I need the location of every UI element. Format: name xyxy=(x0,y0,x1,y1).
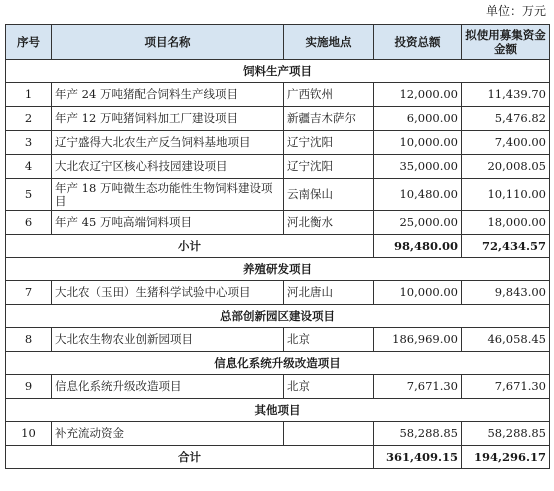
cell-place: 新疆吉木萨尔 xyxy=(284,107,374,131)
grand-total-fund: 194,296.17 xyxy=(462,446,550,469)
cell-name: 辽宁盛得大北农生产反刍饲料基地项目 xyxy=(52,131,284,155)
header-fund: 拟使用募集资金金额 xyxy=(462,25,550,60)
header-place: 实施地点 xyxy=(284,25,374,60)
section-header: 信息化系统升级改造项目 xyxy=(6,352,550,375)
section-header: 养殖研发项目 xyxy=(6,258,550,281)
table-row xyxy=(6,211,550,235)
unit-label: 单位：万元 xyxy=(485,4,546,18)
cell-name: 年产 24 万吨猪配合饲料生产线项目 xyxy=(52,83,284,107)
subtotal-row xyxy=(6,235,550,258)
cell-total: 10,480.00 xyxy=(374,179,462,211)
cell-place: 云南保山 xyxy=(284,179,374,211)
cell-no: 9 xyxy=(6,375,52,399)
cell-name: 大北农生物农业创新园项目 xyxy=(52,328,284,352)
cell-fund: 18,000.00 xyxy=(462,211,550,235)
cell-place: 北京 xyxy=(284,375,374,399)
cell-total: 25,000.00 xyxy=(374,211,462,235)
cell-no: 1 xyxy=(6,83,52,107)
grand-total-label: 合计 xyxy=(6,446,374,469)
cell-fund: 58,288.85 xyxy=(462,422,550,446)
header-total: 投资总额 xyxy=(374,25,462,60)
cell-total: 12,000.00 xyxy=(374,83,462,107)
cell-total: 58,288.85 xyxy=(374,422,462,446)
table-row xyxy=(6,281,550,305)
grand-total-row xyxy=(6,446,550,469)
section-header: 其他项目 xyxy=(6,399,550,422)
cell-name: 信息化系统升级改造项目 xyxy=(52,375,284,399)
table-row xyxy=(6,422,550,446)
header-no: 序号 xyxy=(6,25,52,60)
cell-no: 10 xyxy=(6,422,52,446)
cell-name: 大北农（玉田）生猪科学试验中心项目 xyxy=(52,281,284,305)
cell-no: 5 xyxy=(6,179,52,211)
cell-fund: 9,843.00 xyxy=(462,281,550,305)
cell-fund: 10,110.00 xyxy=(462,179,550,211)
grand-total-total: 361,409.15 xyxy=(374,446,462,469)
investment-table xyxy=(5,24,550,469)
section-header: 总部创新园区建设项目 xyxy=(6,305,550,328)
cell-name: 年产 45 万吨高端饲料项目 xyxy=(52,211,284,235)
cell-no: 7 xyxy=(6,281,52,305)
cell-no: 6 xyxy=(6,211,52,235)
table-row xyxy=(6,131,550,155)
cell-place xyxy=(284,422,374,446)
header-row xyxy=(6,25,550,60)
cell-no: 8 xyxy=(6,328,52,352)
cell-fund: 46,058.45 xyxy=(462,328,550,352)
subtotal-fund: 72,434.57 xyxy=(462,235,550,258)
header-name: 项目名称 xyxy=(52,25,284,60)
cell-total: 6,000.00 xyxy=(374,107,462,131)
cell-total: 35,000.00 xyxy=(374,155,462,179)
cell-name: 补充流动资金 xyxy=(52,422,284,446)
cell-place: 河北唐山 xyxy=(284,281,374,305)
cell-fund: 7,400.00 xyxy=(462,131,550,155)
cell-fund: 11,439.70 xyxy=(462,83,550,107)
table-row xyxy=(6,328,550,352)
subtotal-total: 98,480.00 xyxy=(374,235,462,258)
cell-total: 10,000.00 xyxy=(374,281,462,305)
subtotal-label: 小计 xyxy=(6,235,374,258)
cell-place: 辽宁沈阳 xyxy=(284,131,374,155)
cell-fund: 20,008.05 xyxy=(462,155,550,179)
cell-total: 186,969.00 xyxy=(374,328,462,352)
table-row xyxy=(6,83,550,107)
cell-no: 3 xyxy=(6,131,52,155)
cell-place: 河北衡水 xyxy=(284,211,374,235)
table-row xyxy=(6,375,550,399)
cell-total: 10,000.00 xyxy=(374,131,462,155)
cell-place: 辽宁沈阳 xyxy=(284,155,374,179)
cell-total: 7,671.30 xyxy=(374,375,462,399)
cell-fund: 5,476.82 xyxy=(462,107,550,131)
section-header: 饲料生产项目 xyxy=(6,60,550,83)
cell-name: 年产 18 万吨微生态功能性生物饲料建设项目 xyxy=(52,179,284,211)
cell-place: 广西钦州 xyxy=(284,83,374,107)
cell-fund: 7,671.30 xyxy=(462,375,550,399)
cell-name: 大北农辽宁区核心科技园建设项目 xyxy=(52,155,284,179)
cell-no: 4 xyxy=(6,155,52,179)
table-row xyxy=(6,179,550,211)
cell-name: 年产 12 万吨猪饲料加工厂建设项目 xyxy=(52,107,284,131)
table-row xyxy=(6,155,550,179)
cell-no: 2 xyxy=(6,107,52,131)
table-row xyxy=(6,107,550,131)
cell-place: 北京 xyxy=(284,328,374,352)
